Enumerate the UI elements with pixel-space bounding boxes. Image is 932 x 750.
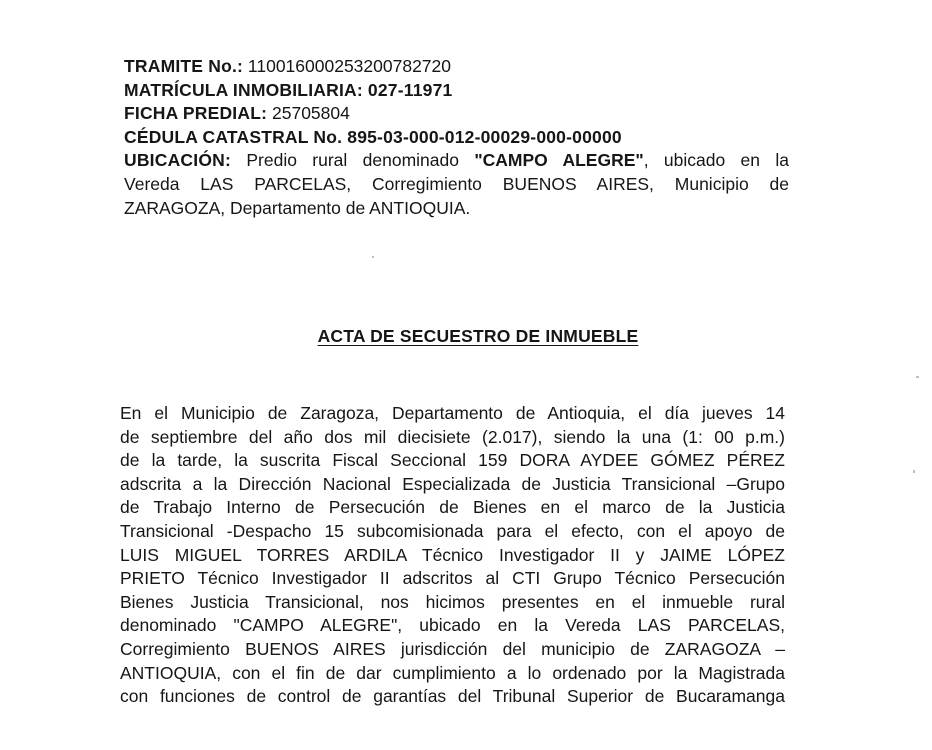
ficha-value: 25705804 bbox=[272, 103, 350, 124]
body-line: ANTIOQUIA, con el fin de dar cumplimiento a lo ordenado por la Magistrada bbox=[120, 662, 785, 683]
body-line: LUIS MIGUEL TORRES ARDILA Técnico Investigador II y JAIME LÓPEZ bbox=[120, 544, 785, 565]
ubicacion-text-pre: Predio rural denominado bbox=[246, 150, 459, 171]
ubicacion-label: UBICACIÓN: bbox=[124, 150, 231, 171]
body-line: En el Municipio de Zaragoza, Departamento de Antioquia, el día jueves 14 bbox=[120, 403, 785, 423]
body-paragraph bbox=[120, 402, 785, 709]
body-line: de septiembre del año dos mil diecisiete (2.017), siendo la una (1: 00 p.m.) bbox=[120, 426, 785, 447]
body-line: con funciones de control de garantías del Tribunal Superior de Bucaramanga bbox=[120, 686, 785, 707]
tramite-line bbox=[124, 55, 789, 79]
cedula-line bbox=[124, 126, 789, 150]
scan-speck bbox=[913, 470, 915, 473]
body-line: Bienes Justicia Transicional, nos hicimos presentes en el inmueble rural bbox=[120, 591, 785, 612]
body-line: Transicional -Despacho 15 subcomisionada para el efecto, con el apoyo de bbox=[120, 520, 785, 541]
matricula-line bbox=[124, 79, 789, 103]
ubicacion-line-3: ZARAGOZA, Departamento de ANTIOQUIA. bbox=[124, 197, 471, 218]
scan-speck bbox=[372, 256, 374, 258]
body-line: de Trabajo Interno de Persecución de Bienes en el marco de la Justicia bbox=[120, 497, 785, 518]
scan-speck bbox=[916, 376, 919, 378]
ubicacion-text-post: , ubicado en la bbox=[643, 150, 789, 171]
tramite-value: 110016000253200782720 bbox=[247, 56, 452, 76]
ficha-line bbox=[124, 102, 789, 126]
body-line: adscrita a la Dirección Nacional Especializada de Justicia Transicional –Grupo bbox=[120, 473, 785, 494]
case-header bbox=[124, 55, 789, 220]
body-line: PRIETO Técnico Investigador II adscritos al CTI Grupo Técnico Persecución bbox=[120, 568, 785, 589]
ficha-label: FICHA PREDIAL: bbox=[124, 103, 268, 124]
document-title-text: ACTA DE SECUESTRO DE INMUEBLE bbox=[317, 326, 639, 346]
matricula-label: MATRÍCULA INMOBILIARIA: 027-11971 bbox=[124, 79, 453, 100]
cedula-label: CÉDULA CATASTRAL No. 895-03-000-012-00029-000-00000 bbox=[124, 126, 622, 147]
ubicacion-line-1 bbox=[124, 149, 789, 173]
ubicacion-line-2: Vereda LAS PARCELAS, Corregimiento BUENOS AIRES, Municipio de bbox=[124, 173, 789, 194]
body-line: denominado "CAMPO ALEGRE", ubicado en la Vereda LAS PARCELAS, bbox=[120, 615, 785, 636]
document-title bbox=[0, 326, 932, 347]
ubicacion-predio-name: "CAMPO ALEGRE" bbox=[474, 150, 644, 171]
body-line: Corregimiento BUENOS AIRES jurisdicción del municipio de ZARAGOZA – bbox=[120, 638, 785, 659]
tramite-label: TRAMITE No.: bbox=[124, 56, 244, 76]
body-line: de la tarde, la suscrita Fiscal Seccional 159 DORA AYDEE GÓMEZ PÉREZ bbox=[120, 450, 785, 471]
